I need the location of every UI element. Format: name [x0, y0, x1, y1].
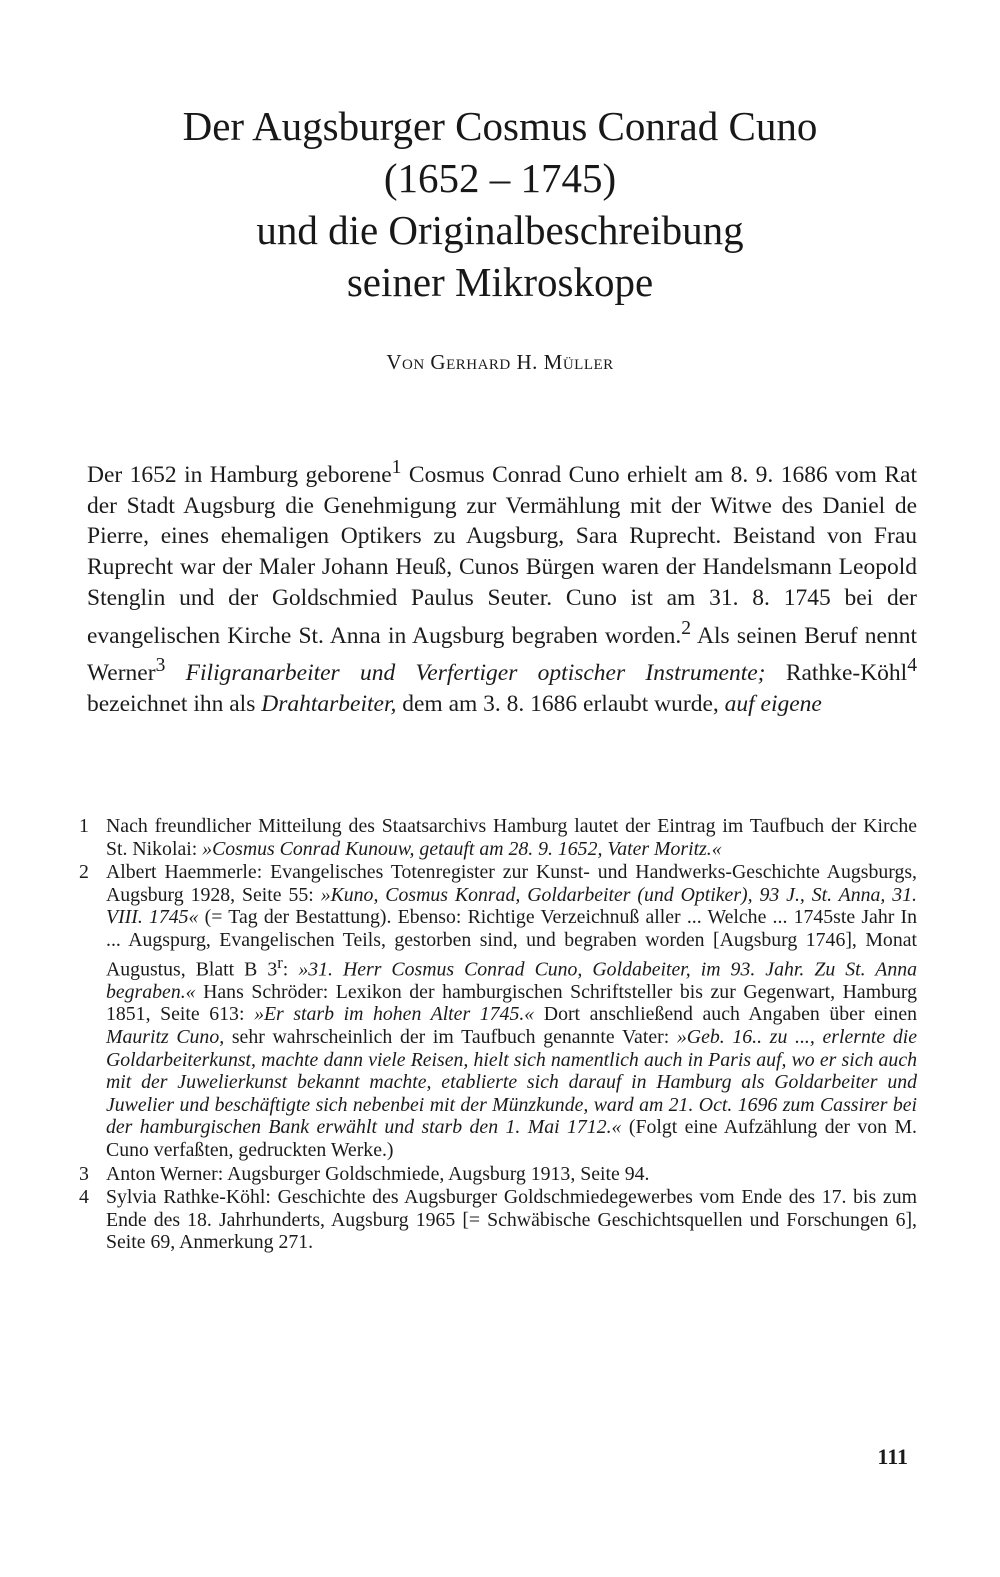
body-text-run: Der 1652 in Hamburg geborene: [87, 461, 392, 488]
footnote-text: Nach freundlicher Mitteilung des Staatsarchivs Hamburg lautet der Eintrag im Taufbuch der Kirche St. Nikolai:: [106, 815, 917, 860]
footnote-quote: »Cosmus Conrad Kunouw, getauft am 28. 9. 1652, Vater Moritz.«: [202, 837, 722, 860]
page-number: 111: [877, 1444, 908, 1469]
title-line: (1652 – 1745): [383, 155, 617, 201]
footnote-number: 4: [79, 1186, 89, 1209]
body-italic-run: Drahtarbeiter,: [261, 691, 397, 718]
body-text-run: bezeichnet ihn als: [87, 691, 262, 718]
footnote-4: [77, 1186, 917, 1254]
footnote-superscript: r: [277, 952, 283, 972]
footnote-quote: »Er starb im hohen Alter 1745.«: [254, 1003, 535, 1026]
footnote-quote: »31. Herr Cosmus Conrad Cuno, Goldabeiter, im 93. Jahr. Zu St. Anna begraben.«: [106, 958, 917, 1003]
footnote-text: :: [282, 958, 299, 981]
footnote-ref: 1: [391, 457, 402, 478]
body-text-run: Cosmus Conrad Cuno erhielt am 8. 9. 1686 vom Rat der Stadt Augsburg die Genehmigung zur Vermählung mit der Witwe des Daniel de Pierre, eines ehemaligen Optikers zu Augsburg, Sara Ruprecht. Beistand von Frau Ruprecht war der Maler Johann Heuß, Cunos Bürgen waren der Handelsmann Leopold Stenglin und der Goldschmied Paulus Seuter. Cuno ist am 31. 8. 1745 bei der evangelischen Kirche St. Anna in Augsburg begraben worden.: [87, 461, 917, 649]
title-line: und die Originalbeschreibung: [256, 207, 744, 253]
footnote-number: 3: [79, 1162, 89, 1185]
body-text-run: Rathke-Köhl: [765, 660, 908, 687]
footnote-1: [77, 815, 917, 860]
body-italic-run: Filigranarbeiter und Verfertiger optischer Instrumente;: [165, 660, 766, 687]
footnote-text: Dort anschließend auch Angaben über einen: [534, 1003, 917, 1026]
footnote-text: Anton Werner: Augsburger Goldschmiede, Augsburg 1913, Seite 94.: [106, 1162, 650, 1185]
footnote-number: 2: [79, 861, 89, 884]
footnote-ref: 4: [907, 655, 918, 677]
footnote-ref: 2: [681, 617, 692, 639]
footnote-text: (Folgt eine Aufzählung der von M. Cuno verfaßten, gedruckten Werke.): [106, 1116, 917, 1161]
footnote-text: (= Tag der Bestattung). Ebenso: Richtige Verzeichnuß aller ... Welche ... 1745ste Jahr In ... Augspurg, Evangelischen Teils, gestorben sind, und begraben worden [Augsburg 1746], Monat Augustus, Blatt B 3: [106, 906, 917, 981]
footnote-text: sehr wahrscheinlich der im Taufbuch genannte Vater:: [224, 1025, 677, 1048]
body-paragraph: [87, 453, 917, 720]
footnotes: [77, 815, 917, 1255]
footnote-3: [77, 1163, 917, 1186]
footnote-number: 1: [79, 815, 89, 837]
author-byline: Von Gerhard H. Müller: [386, 350, 614, 374]
footnote-ref: 3: [155, 655, 166, 677]
body-italic-run: auf eigene: [724, 691, 822, 718]
article-title: [0, 100, 1000, 308]
footnote-text: Hans Schröder: Lexikon der hamburgischen Schriftsteller bis zur Gegenwart, Hamburg 1851, Seite 613:: [106, 980, 917, 1026]
footnote-quote: Mauritz Cuno,: [106, 1025, 225, 1048]
title-line: Der Augsburger Cosmus Conrad Cuno: [182, 103, 818, 149]
title-line: seiner Mikroskope: [346, 259, 654, 305]
footnote-text: Sylvia Rathke-Köhl: Geschichte des Augsburger Goldschmiedegewerbes vom Ende des 17. bis zum Ende des 18. Jahrhunderts, Augsburg 1965 [= Schwäbische Geschichtsquellen und Forschungen 6], Seite 69, Anmerkung 271.: [106, 1186, 917, 1254]
body-text-run: Als seinen Beruf nennt Werner: [87, 622, 917, 687]
footnote-quote: »Kuno, Cosmus Konrad, Goldarbeiter (und Optiker), 93 J., St. Anna, 31. VIII. 1745«: [106, 883, 917, 929]
footnote-quote: »Geb. 16.. zu ..., erlernte die Goldarbeiterkunst, machte dann viele Reisen, hielt sich namentlich auch in Paris auf, wo er sich auch mit der Juwelierkunst bekannt machte, etablierte sich darauf in Hamburg als Goldarbeiter und Juwelier und beschäftigte sich nebenbei mit der Münzkunde, ward am 21. Oct. 1696 zum Cassirer bei der hamburgischen Bank erwählt und starb den 1. Mai 1712.«: [106, 1025, 917, 1139]
footnote-text: Albert Haemmerle: Evangelisches Totenregister zur Kunst- und Handwerks-Geschichte Augsburgs, Augsburg 1928, Seite 55:: [106, 861, 917, 906]
body-text-run: dem am 3. 8. 1686 erlaubt wurde,: [396, 691, 725, 718]
footnote-2: [77, 861, 917, 1161]
